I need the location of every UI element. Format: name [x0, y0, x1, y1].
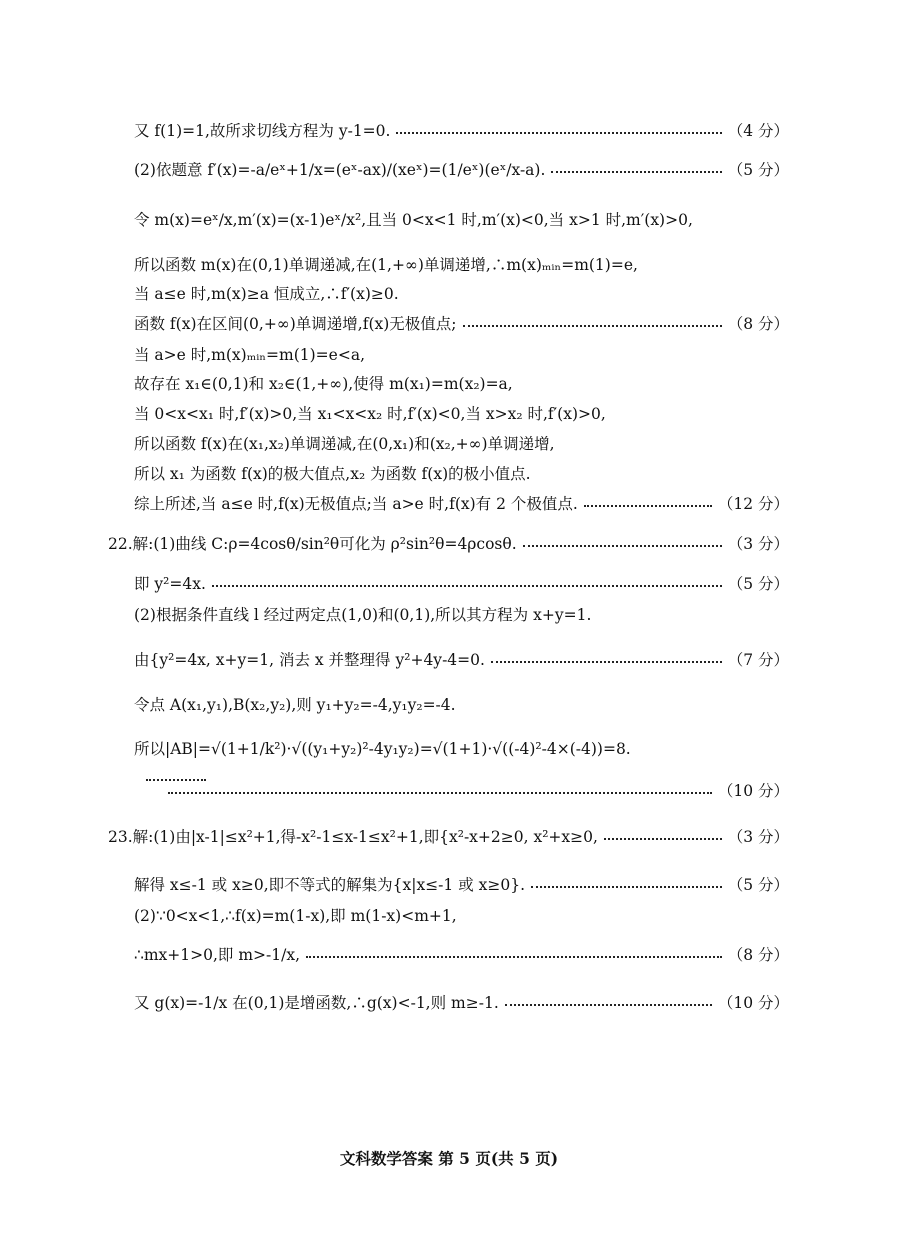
dot-leader [463, 325, 722, 327]
score-label: （5 分） [727, 161, 789, 179]
score-label: （7 分） [727, 651, 789, 669]
score-label: （10 分） [717, 994, 789, 1012]
dot-leader [604, 838, 722, 840]
line-text: 所以函数 m(x)在(0,1)单调递减,在(1,+∞)单调递增,∴m(x)ₘᵢₙ=m(1)=e, [134, 256, 638, 274]
line-text: 综上所述,当 a≤e 时,f(x)无极值点;当 a>e 时,f(x)有 2 个极值点. [134, 495, 578, 513]
answer-line [108, 822, 789, 852]
line-text: 当 0<x<x₁ 时,f′(x)>0,当 x₁<x<x₂ 时,f′(x)<0,当 x>x₂ 时,f′(x)>0, [134, 405, 606, 423]
answer-line [168, 776, 789, 806]
dot-leader [523, 545, 722, 547]
dot-leader [168, 792, 712, 794]
answer-line [134, 645, 789, 675]
score-label: （3 分） [727, 535, 789, 553]
answer-line [134, 569, 789, 599]
answer-line [134, 309, 789, 339]
answer-line [134, 399, 789, 429]
line-text: 故存在 x₁∈(0,1)和 x₂∈(1,+∞),使得 m(x₁)=m(x₂)=a, [134, 375, 513, 393]
dot-leader [505, 1004, 712, 1006]
answer-line [134, 901, 789, 931]
dot-leader [531, 886, 722, 888]
dot-leader [396, 132, 721, 134]
answer-line [134, 690, 789, 720]
line-text: 当 a≤e 时,m(x)≥a 恒成立,∴f′(x)≥0. [134, 285, 399, 303]
dot-leader [551, 171, 721, 173]
answer-line [108, 529, 789, 559]
answer-line [134, 369, 789, 399]
answer-line [134, 489, 789, 519]
line-text: ∴mx+1>0,即 m>-1/x, [134, 946, 301, 964]
answer-line [134, 734, 789, 764]
line-text: (2)依题意 f′(x)=-a/eˣ+1/x=(eˣ-ax)/(xeˣ)=(1/eˣ)(eˣ/x-a). [134, 161, 546, 179]
line-text: 当 a>e 时,m(x)ₘᵢₙ=m(1)=e<a, [134, 346, 366, 364]
line-text: 令点 A(x₁,y₁),B(x₂,y₂),则 y₁+y₂=-4,y₁y₂=-4. [134, 696, 456, 714]
line-text: 又 f(1)=1,故所求切线方程为 y-1=0. [134, 122, 391, 140]
line-text: 由{y²=4x, x+y=1, 消去 x 并整理得 y²+4y-4=0. [134, 651, 485, 669]
line-text: 令 m(x)=eˣ/x,m′(x)=(x-1)eˣ/x²,且当 0<x<1 时,m′(x)<0,当 x>1 时,m′(x)>0, [134, 211, 693, 229]
line-text: 所以 x₁ 为函数 f(x)的极大值点,x₂ 为函数 f(x)的极小值点. [134, 465, 531, 483]
score-label: （8 分） [727, 946, 789, 964]
answer-line [134, 205, 789, 235]
answer-line [134, 988, 789, 1018]
score-label: （5 分） [727, 575, 789, 593]
answer-line [134, 940, 789, 970]
answer-line [134, 459, 789, 489]
score-label: （12 分） [717, 495, 789, 513]
answer-line [134, 600, 789, 630]
answer-line [134, 340, 789, 370]
answer-line [134, 429, 789, 459]
score-label: （10 分） [717, 782, 789, 800]
line-text: (2)根据条件直线 l 经过两定点(1,0)和(0,1),所以其方程为 x+y=1. [134, 606, 592, 624]
line-text: 所以|AB|=√(1+1/k²)·√((y₁+y₂)²-4y₁y₂)=√(1+1)·√((-4)²-4×(-4))=8. [134, 740, 631, 758]
line-text: 又 g(x)=-1/x 在(0,1)是增函数,∴g(x)<-1,则 m≥-1. [134, 994, 499, 1012]
page-footer: 文科数学答案 第 5 页(共 5 页) [339, 1149, 559, 1168]
dot-leader [584, 505, 712, 507]
answer-line [134, 279, 789, 309]
line-text: 所以函数 f(x)在(x₁,x₂)单调递减,在(0,x₁)和(x₂,+∞)单调递增, [134, 435, 555, 453]
line-text: 22.解:(1)曲线 C:ρ=4cosθ/sin²θ可化为 ρ²sin²θ=4ρcosθ. [108, 535, 517, 553]
line-text: (2)∵0<x<1,∴f(x)=m(1-x),即 m(1-x)<m+1, [134, 907, 457, 925]
answer-line [134, 155, 789, 185]
answer-line [134, 870, 789, 900]
score-label: （4 分） [727, 122, 789, 140]
answer-line [134, 250, 789, 280]
dot-leader [212, 585, 722, 587]
answer-line [134, 116, 789, 146]
line-text: 解得 x≤-1 或 x≥0,即不等式的解集为{x|x≤-1 或 x≥0}. [134, 876, 526, 894]
score-label: （8 分） [727, 315, 789, 333]
line-text: 函数 f(x)在区间(0,+∞)单调递增,f(x)无极值点; [134, 315, 457, 333]
line-text: 即 y²=4x. [134, 575, 206, 593]
dot-leader [491, 661, 722, 663]
score-label: （5 分） [727, 876, 789, 894]
score-label: （3 分） [727, 828, 789, 846]
line-text: 23.解:(1)由|x-1|≤x²+1,得-x²-1≤x-1≤x²+1,即{x²-x+2≥0, x²+x≥0, [108, 828, 598, 846]
dot-leader [306, 956, 722, 958]
